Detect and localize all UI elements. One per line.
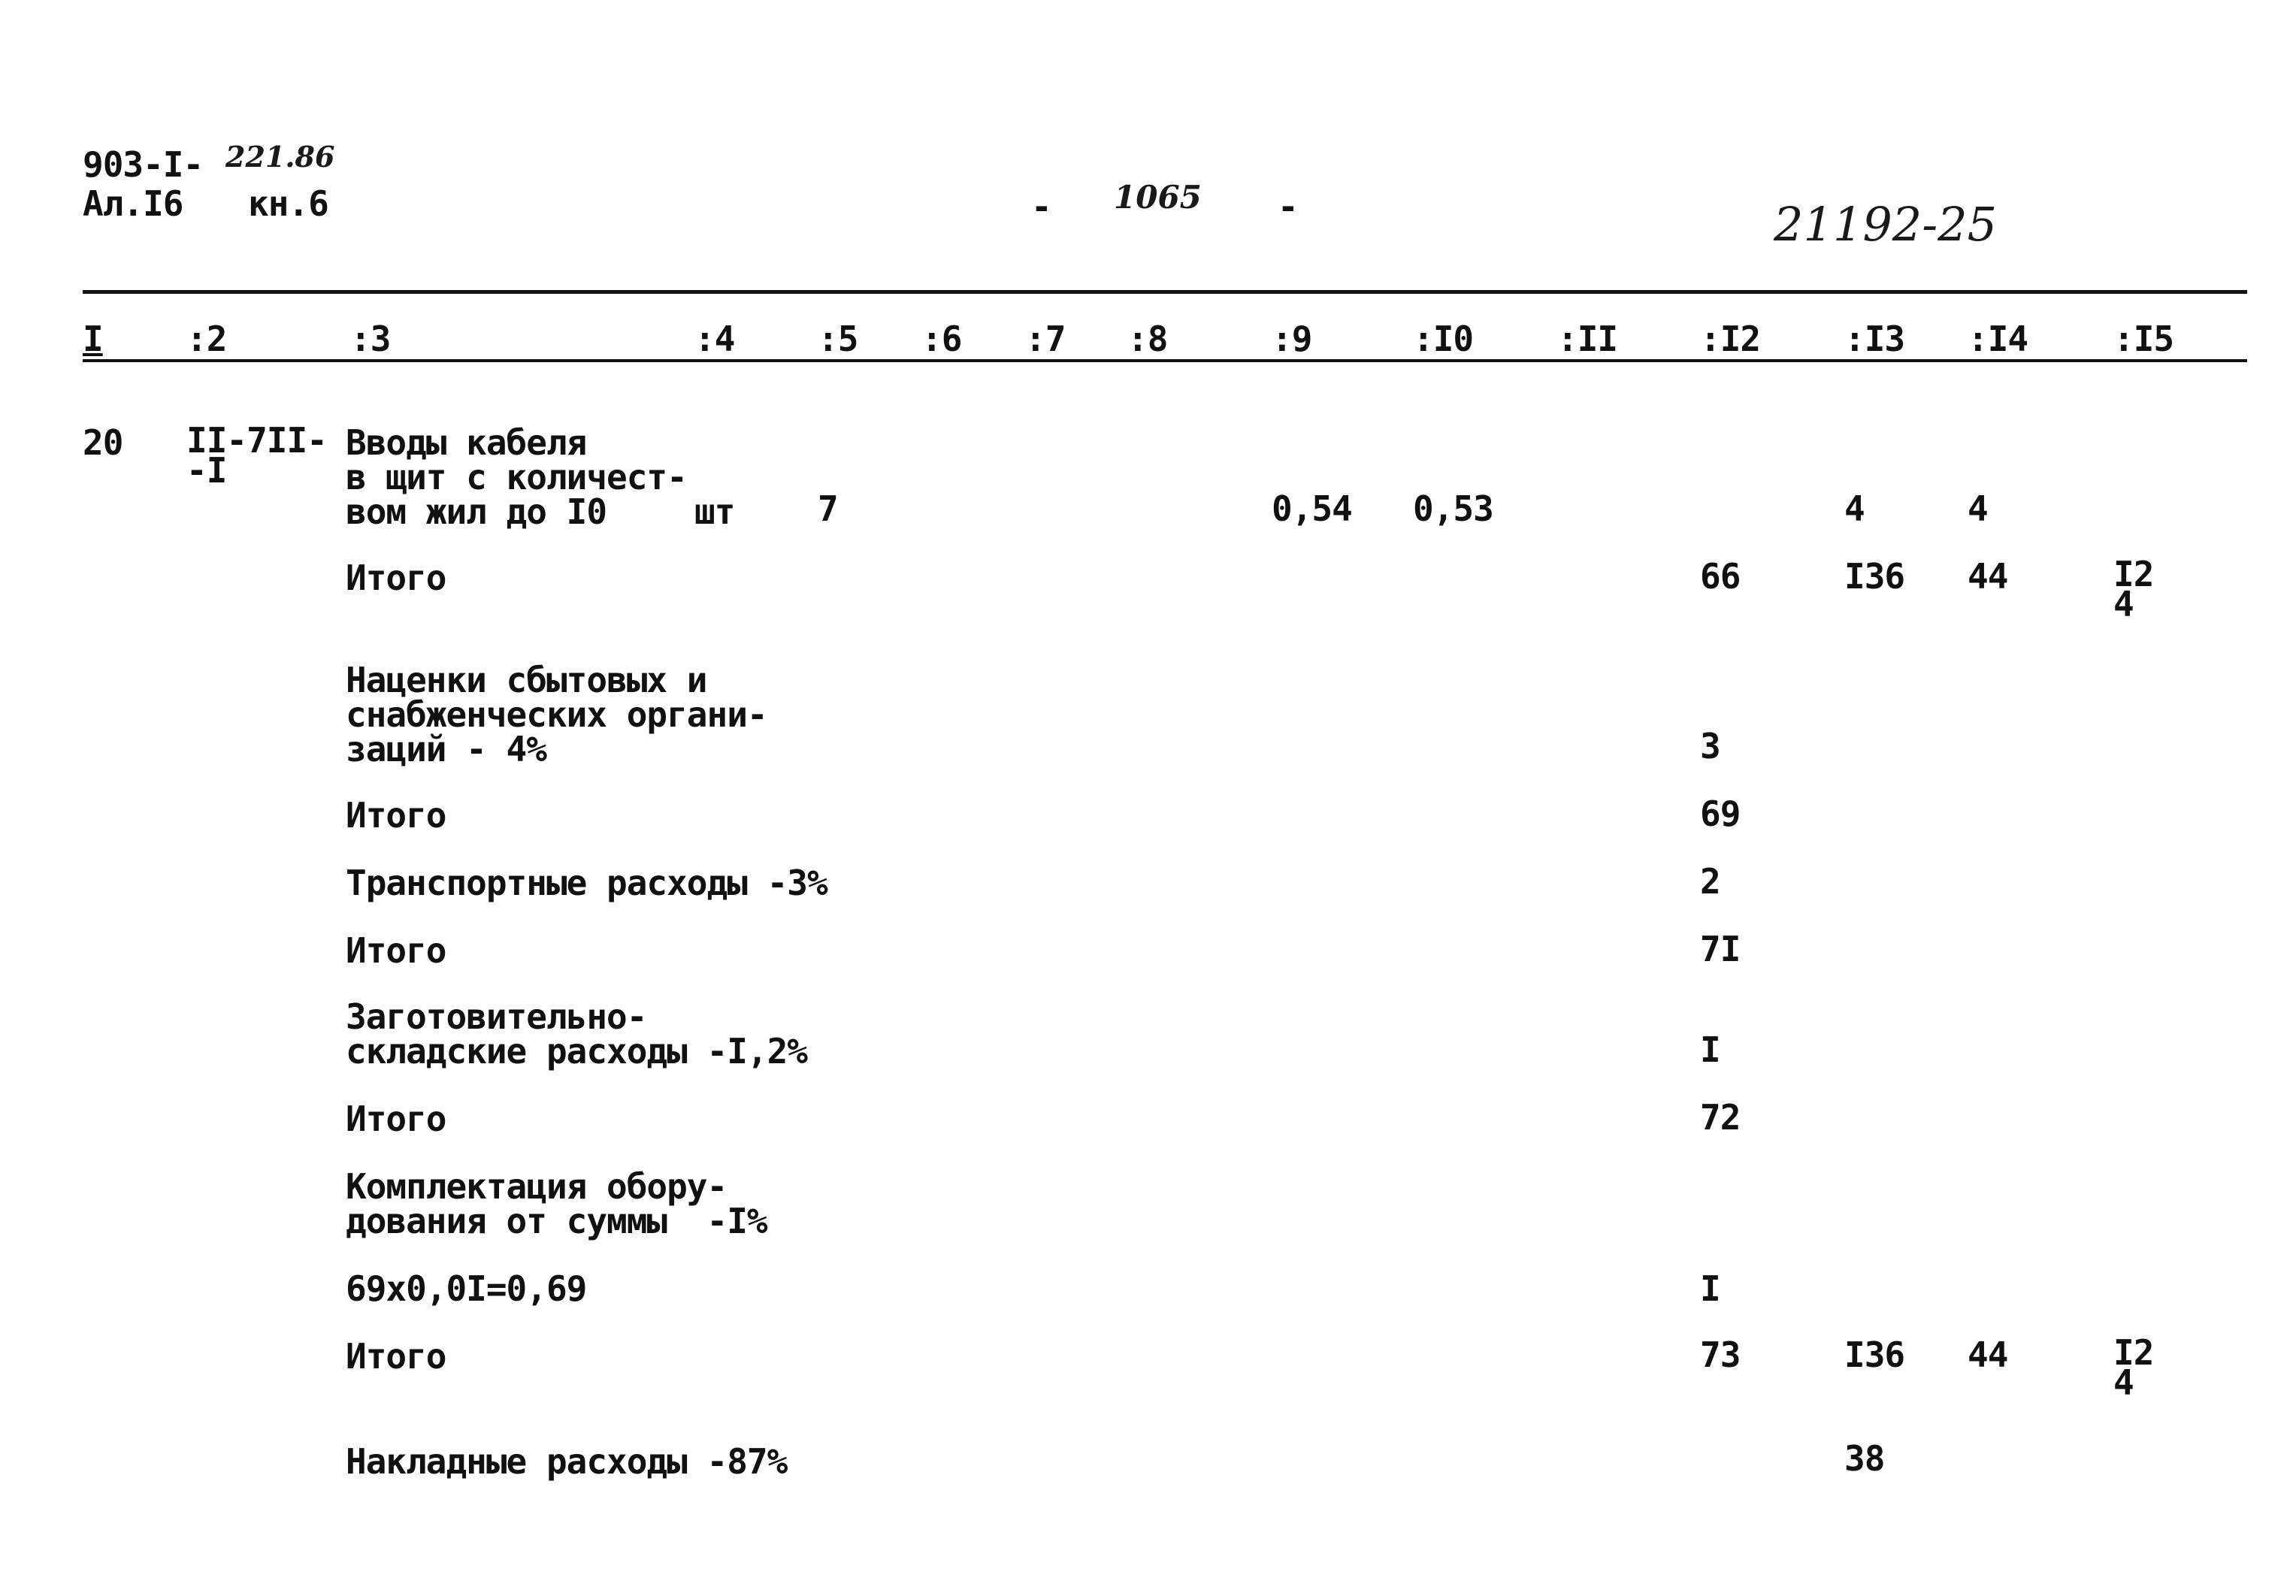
item-col13: 4 [1844,488,1865,529]
col-6: :6 [921,319,962,359]
col-10: :I0 [1413,319,1474,359]
row-col14: 44 [1968,556,2008,597]
row-label: Наценки сбытовых и снабженческих органи- заций - 4% [346,660,767,769]
col-3: :3 [350,319,391,359]
row-col13: I36 [1844,1335,1905,1375]
row-col12: 72 [1700,1097,1741,1138]
book-label: кн.6 [248,183,328,224]
col-8: :8 [1127,319,1168,359]
item-name: Вводы кабеля в щит с количест- вом жил до I0 [346,422,687,532]
header-rule [83,359,2247,362]
col-15: :I5 [2113,319,2174,359]
row-col12: I [1700,1268,1720,1309]
row-col12: 2 [1700,861,1720,902]
col-4: :4 [694,319,735,359]
top-rule [83,290,2247,294]
item-col10: 0,53 [1413,488,1493,529]
row-label: Итого [346,795,446,836]
row-label: Накладные расходы -87% [346,1441,788,1482]
col-2: :2 [186,319,227,359]
col-9: :9 [1272,319,1312,359]
item-col14: 4 [1968,488,1988,529]
col-14: :I4 [1968,319,2028,359]
row-col15: I2 4 [2113,554,2154,624]
row-col13: I36 [1844,556,1905,597]
page-dash-left: - [1031,186,1051,227]
row-col15: I2 4 [2113,1332,2154,1403]
sheet-number: 21192-25 [1774,197,1998,252]
col-11: :II [1557,319,1618,359]
row-col13: 38 [1844,1438,1885,1479]
item-qty: 7 [818,488,838,529]
page-number: 1065 [1114,179,1202,216]
row-label: Комплектация обору- дования от суммы -I% [346,1166,767,1241]
col-1: I [83,319,103,359]
row-label: Итого [346,558,446,598]
row-label: Итого [346,1099,446,1139]
row-col12: 69 [1700,793,1741,834]
row-label: Итого [346,1336,446,1377]
row-label: Заготовительно- складские расходы -I,2% [346,996,807,1072]
item-number: 20 [83,422,123,463]
album-label: Ал.I6 [83,183,183,224]
item-col9: 0,54 [1272,488,1352,529]
row-label: 69х0,0I=0,69 [346,1268,587,1309]
page-dash-right: - [1278,186,1298,227]
col-12: :I2 [1700,319,1761,359]
row-col12: 7I [1700,929,1741,969]
col-13: :I3 [1844,319,1905,359]
item-unit: шт [694,491,735,532]
col-5: :5 [818,319,858,359]
col-7: :7 [1025,319,1066,359]
row-label: Транспортные расходы -3% [346,863,827,903]
row-col12: 3 [1700,726,1720,766]
row-col12: 73 [1700,1335,1741,1375]
row-col12: I [1700,1029,1720,1070]
row-col14: 44 [1968,1335,2008,1375]
row-col12: 66 [1700,556,1741,597]
item-code: II-7II- -I [186,420,327,491]
doc-code-handwritten: 221.86 [225,140,335,174]
row-label: Итого [346,930,446,971]
doc-code: 903-I- [83,144,204,185]
